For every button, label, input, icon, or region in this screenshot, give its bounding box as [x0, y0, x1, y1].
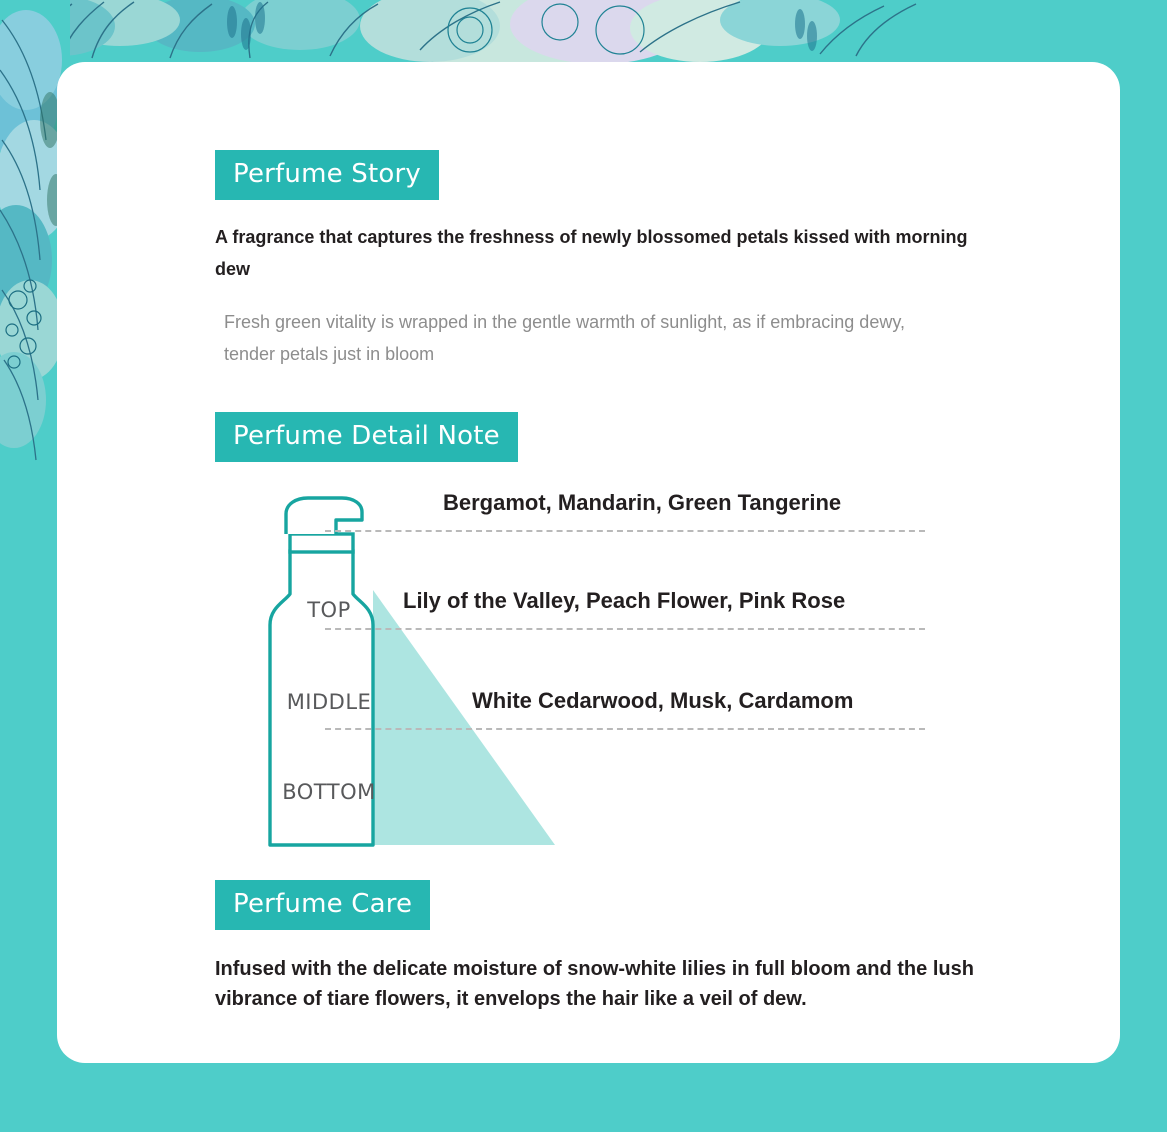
- section-tag-perfume-story: Perfume Story: [215, 150, 439, 200]
- section-tag-perfume-care: Perfume Care: [215, 880, 430, 930]
- story-description: Fresh green vitality is wrapped in the gentle warmth of sunlight, as if embracing dewy, tender petals just in bloom: [224, 312, 905, 364]
- note-divider-middle: [325, 628, 925, 630]
- note-ingredients-middle: Lily of the Valley, Peach Flower, Pink Rose: [403, 588, 846, 613]
- note-divider-bottom: [325, 728, 925, 730]
- bottle-label-middle: MIDDLE: [286, 690, 372, 714]
- note-divider-top: [325, 530, 925, 532]
- care-description: Infused with the delicate moisture of snow-white lilies in full bloom and the lush vibrance of tiare flowers, it envelops the hair like a veil of dew.: [215, 958, 974, 1010]
- story-headline: A fragrance that captures the freshness of newly blossomed petals kissed with morning dew: [215, 227, 968, 279]
- content-card: [57, 62, 1120, 1063]
- bottle-label-top: TOP: [307, 598, 351, 622]
- note-ingredients-top: Bergamot, Mandarin, Green Tangerine: [443, 490, 842, 515]
- top-floral-band: [0, 0, 1167, 62]
- note-ingredients-bottom: White Cedarwood, Musk, Cardamom: [472, 688, 854, 713]
- perfume-bottle-illustration: [250, 490, 610, 865]
- section-tag-perfume-detail-note: Perfume Detail Note: [215, 412, 518, 462]
- fragrance-note-diagram: [215, 490, 1005, 880]
- card-content: [215, 150, 1005, 1014]
- bottle-label-bottom: BOTTOM: [282, 780, 376, 804]
